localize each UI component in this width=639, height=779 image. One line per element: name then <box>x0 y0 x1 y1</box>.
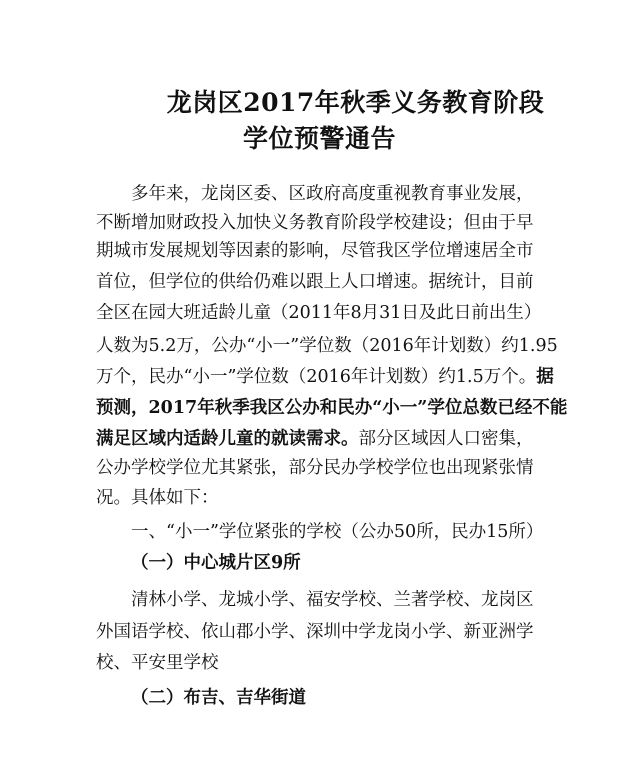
paragraph-emphasis-line: 预测，2017年秋季我区公办和民办“小一”学位总数已经不能 <box>96 398 568 418</box>
school-list-line: 清林小学、龙城小学、福安学校、兰著学校、龙岗区 <box>131 590 534 610</box>
paragraph-line: 人数为5.2万，公办“小一”学位数（2016年计划数）约1.95 <box>96 336 558 356</box>
paragraph-line: 首位，但学位的供给仍难以跟上人口增速。据统计，目前 <box>96 272 534 292</box>
paragraph-line: 公办学校学位尤其紧张，部分民办学校学位也出现紧张情 <box>96 458 534 478</box>
paragraph-line: 不断增加财政投入加快义务教育阶段学校建设；但由于早 <box>96 213 534 233</box>
paragraph-line: 期城市发展规划等因素的影响，尽管我区学位增速居全市 <box>96 241 534 261</box>
section-heading: 一、“小一”学位紧张的学校（公办50所，民办15所） <box>131 522 544 542</box>
paragraph-emphasis: 据 <box>536 367 554 387</box>
paragraph-text: 部分区域因人口密集， <box>358 429 534 449</box>
subsection-heading: （一）中心城片区9所 <box>131 553 301 573</box>
subsection-heading: （二）布吉、吉华街道 <box>131 688 306 708</box>
paragraph-emphasis: 满足区域内适龄儿童的就读需求。 <box>96 429 359 449</box>
paragraph-line: 多年来，龙岗区委、区政府高度重视教育事业发展， <box>131 184 534 204</box>
title-line-1: 龙岗区2017年秋季义务教育阶段 <box>166 88 545 117</box>
paragraph-line: 况。具体如下： <box>96 488 219 508</box>
paragraph-line <box>96 431 534 449</box>
paragraph-text: 万个，民办“小一”学位数（2016年计划数）约1.5万个。 <box>96 367 537 387</box>
school-list-line: 校、平安里学校 <box>96 653 219 673</box>
paragraph-line <box>96 369 554 387</box>
title-line-2: 学位预警通告 <box>242 124 396 153</box>
school-list-line: 外国语学校、依山郡小学、深圳中学龙岗小学、新亚洲学 <box>96 622 534 642</box>
paragraph-line: 全区在园大班适龄儿童（2011年8月31日及此日前出生） <box>96 303 542 323</box>
